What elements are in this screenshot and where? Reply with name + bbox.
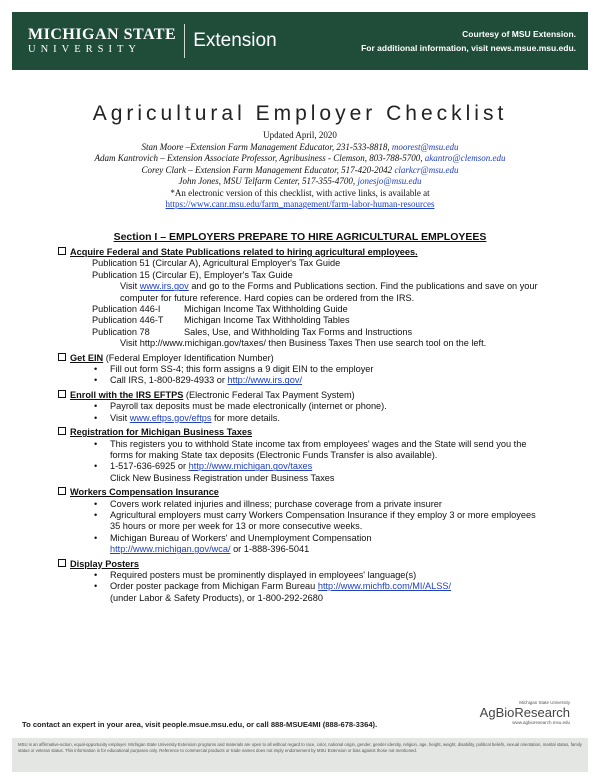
msu-logo-line1: MICHIGAN STATE	[28, 25, 177, 43]
list-item: • Fill out form SS-4; this form assigns a 9 digit EIN to the employer	[110, 364, 538, 375]
pub-51: Publication 51 (Circular A), Agricultural Employer's Tax Guide	[92, 258, 341, 269]
logo-divider	[184, 24, 185, 58]
pub-row: Publication 78 Sales, Use, and Withholding Tax Forms and Instructions	[92, 326, 413, 337]
list-item: • This registers you to withhold State income tax from employees' wages and the State will send you the forms for making State tax deposits (Electronic Funds Transfer is also available).	[110, 439, 538, 462]
email-link[interactable]: clarkcr@msu.edu	[394, 164, 459, 175]
contact-line: To contact an expert in your area, visit people.msue.msu.edu, or call 888-MSUE4MI (888-678-3364).	[22, 720, 378, 729]
irs-link[interactable]: http://www.irs.gov/	[227, 375, 303, 386]
more-info-line: For additional information, visit news.msue.msu.edu.	[361, 43, 576, 53]
updated-date: Updated April, 2020	[263, 130, 337, 140]
item-heading: Enroll with the IRS EFTPS	[70, 389, 184, 400]
list-item: • 1-517-636-6925 or http://www.michigan.gov/taxes Click New Business Registration under Business Taxes	[110, 461, 538, 484]
list-item: • Agricultural employers must carry Workers Compensation Insurance if they employ 3 or more employees 35 hours or more per week for 13 or more consecutive weeks.	[110, 510, 538, 533]
list-item: • Required posters must be prominently displayed in employees' language(s)	[110, 570, 538, 581]
author-line: Stan Moore –Extension Farm Management Educator, 231-533-8818, moorest@msu.edu	[141, 141, 459, 152]
pub-15: Publication 15 (Circular E), Employer's Tax Guide	[92, 269, 293, 280]
agbio-brand: AgBioResearch	[479, 705, 570, 720]
michigan-taxes-link[interactable]: http://www.michigan.gov/taxes	[188, 461, 313, 472]
checkbox[interactable]	[58, 353, 66, 361]
eftps-link[interactable]: www.eftps.gov/eftps	[129, 412, 212, 423]
section-heading: Section I – EMPLOYERS PREPARE TO HIRE AGRICULTURAL EMPLOYEES	[113, 231, 487, 243]
header-banner	[12, 12, 588, 70]
electronic-note: *An electronic version of this checklist, with active links, is available at	[170, 187, 430, 198]
pub-row: Publication 446-I Michigan Income Tax Withholding Guide	[92, 304, 348, 315]
list-item: • Covers work related injuries and illness; purchase coverage from a private insurer	[110, 499, 538, 510]
item-heading: Workers Compensation Insurance	[70, 487, 219, 498]
author-line: Corey Clark – Extension Farm Management Educator, 517-420-2042 clarkcr@msu.edu	[141, 164, 459, 175]
checklist-item-registration	[58, 427, 538, 484]
checkbox[interactable]	[58, 247, 66, 255]
footer-disclaimer: MSU is an affirmative-action, equal-opportunity employer. Michigan State University Extension programs and materials are open to all without regard to race, color, national origin, gender, gender identity, religion, age, height, weight, disability, political beliefs, sexual orientation, marital status, family status or veteran status. This information is for educational purposes only. Reference to commercial products or trade names does not imply endorsement by MSU Extension or bias against those not mentioned.	[12, 738, 588, 772]
author-info	[0, 130, 600, 211]
visit-irs: Visit www.irs.gov and go to the Forms and Publications section. Find the publications and save on your computer for future reference. Hard copies can be ordered from the IRS.	[120, 281, 538, 303]
agbio-url: www.agbioresearch.msu.edu	[512, 720, 570, 725]
email-link[interactable]: akantro@clemson.edu	[424, 153, 506, 163]
agbioresearch-logo	[480, 700, 570, 725]
list-item: • Order poster package from Michigan Farm Bureau http://www.michfb.com/MI/ALSS/ (under Labor & Safety Products), or 1-800-292-2680	[110, 581, 538, 604]
checklist	[58, 247, 538, 607]
list-item: • Call IRS, 1-800-829-4933 or http://www.irs.gov/	[110, 375, 538, 386]
email-link[interactable]: moorest@msu.edu	[391, 141, 459, 152]
agbio-small-text: Michigan State University	[519, 700, 570, 705]
checklist-item-posters	[58, 559, 538, 605]
author-line: Adam Kantrovich – Extension Associate Professor, Agribusiness - Clemson, 803-788-5700, akantro@clemson.edu	[94, 153, 506, 163]
item-heading: Registration for Michigan Business Taxes	[70, 427, 253, 438]
msu-logo	[28, 27, 176, 56]
checklist-item-ein: Get EIN (Federal Employer Identification Number) • Fill out form SS-4; this form assigns a 9 digit EIN to the employer • Call IRS, 1-800-829-4933 or http://www.irs.gov/	[58, 353, 538, 387]
checkbox[interactable]	[58, 487, 66, 495]
email-link[interactable]: jonesjo@msu.edu	[357, 176, 422, 186]
checkbox[interactable]	[58, 390, 66, 398]
item-heading: Display Posters	[70, 558, 139, 569]
wca-link[interactable]: http://www.michigan.gov/wca/	[110, 544, 231, 555]
item-heading: Get EIN	[70, 352, 104, 363]
visit-michigan-taxes: Visit http://www.michigan.gov/taxes/ then Business Taxes Then use search tool on the left.	[120, 338, 487, 349]
list-item: • Michigan Bureau of Workers' and Unemployment Compensation http://www.michigan.gov/wca/ or 1-888-396-5041	[110, 533, 538, 556]
item-heading: Acquire Federal and State Publications related to hiring agricultural employees.	[70, 247, 418, 257]
farm-bureau-link[interactable]: http://www.michfb.com/MI/ALSS/	[317, 581, 452, 592]
checklist-item-publications	[58, 247, 538, 350]
list-item: • Visit www.eftps.gov/eftps for more details.	[110, 413, 538, 424]
page-title: Agricultural Employer Checklist	[92, 102, 508, 125]
irs-link[interactable]: www.irs.gov	[139, 281, 189, 292]
checklist-item-workers-comp	[58, 487, 538, 555]
checkbox[interactable]	[58, 559, 66, 567]
msu-logo-line2: UNIVERSITY	[28, 43, 141, 55]
courtesy-line: Courtesy of MSU Extension.	[462, 29, 576, 39]
extension-label: Extension	[193, 30, 277, 51]
checklist-item-eftps: Enroll with the IRS EFTPS (Electronic Federal Tax Payment System) • Payroll tax deposits must be made electronically (internet or phone). • Visit www.eftps.gov/eftps for more details.	[58, 390, 538, 424]
electronic-url-link[interactable]: https://www.canr.msu.edu/farm_management/farm-labor-human-resources	[165, 199, 435, 209]
author-line: John Jones, MSU Telfarm Center, 517-355-4700, jonesjo@msu.edu	[178, 176, 422, 186]
list-item: • Payroll tax deposits must be made electronically (internet or phone).	[110, 401, 538, 412]
pub-row: Publication 446-T Michigan Income Tax Withholding Tables	[92, 315, 350, 326]
courtesy-note	[361, 27, 576, 55]
checkbox[interactable]	[58, 427, 66, 435]
